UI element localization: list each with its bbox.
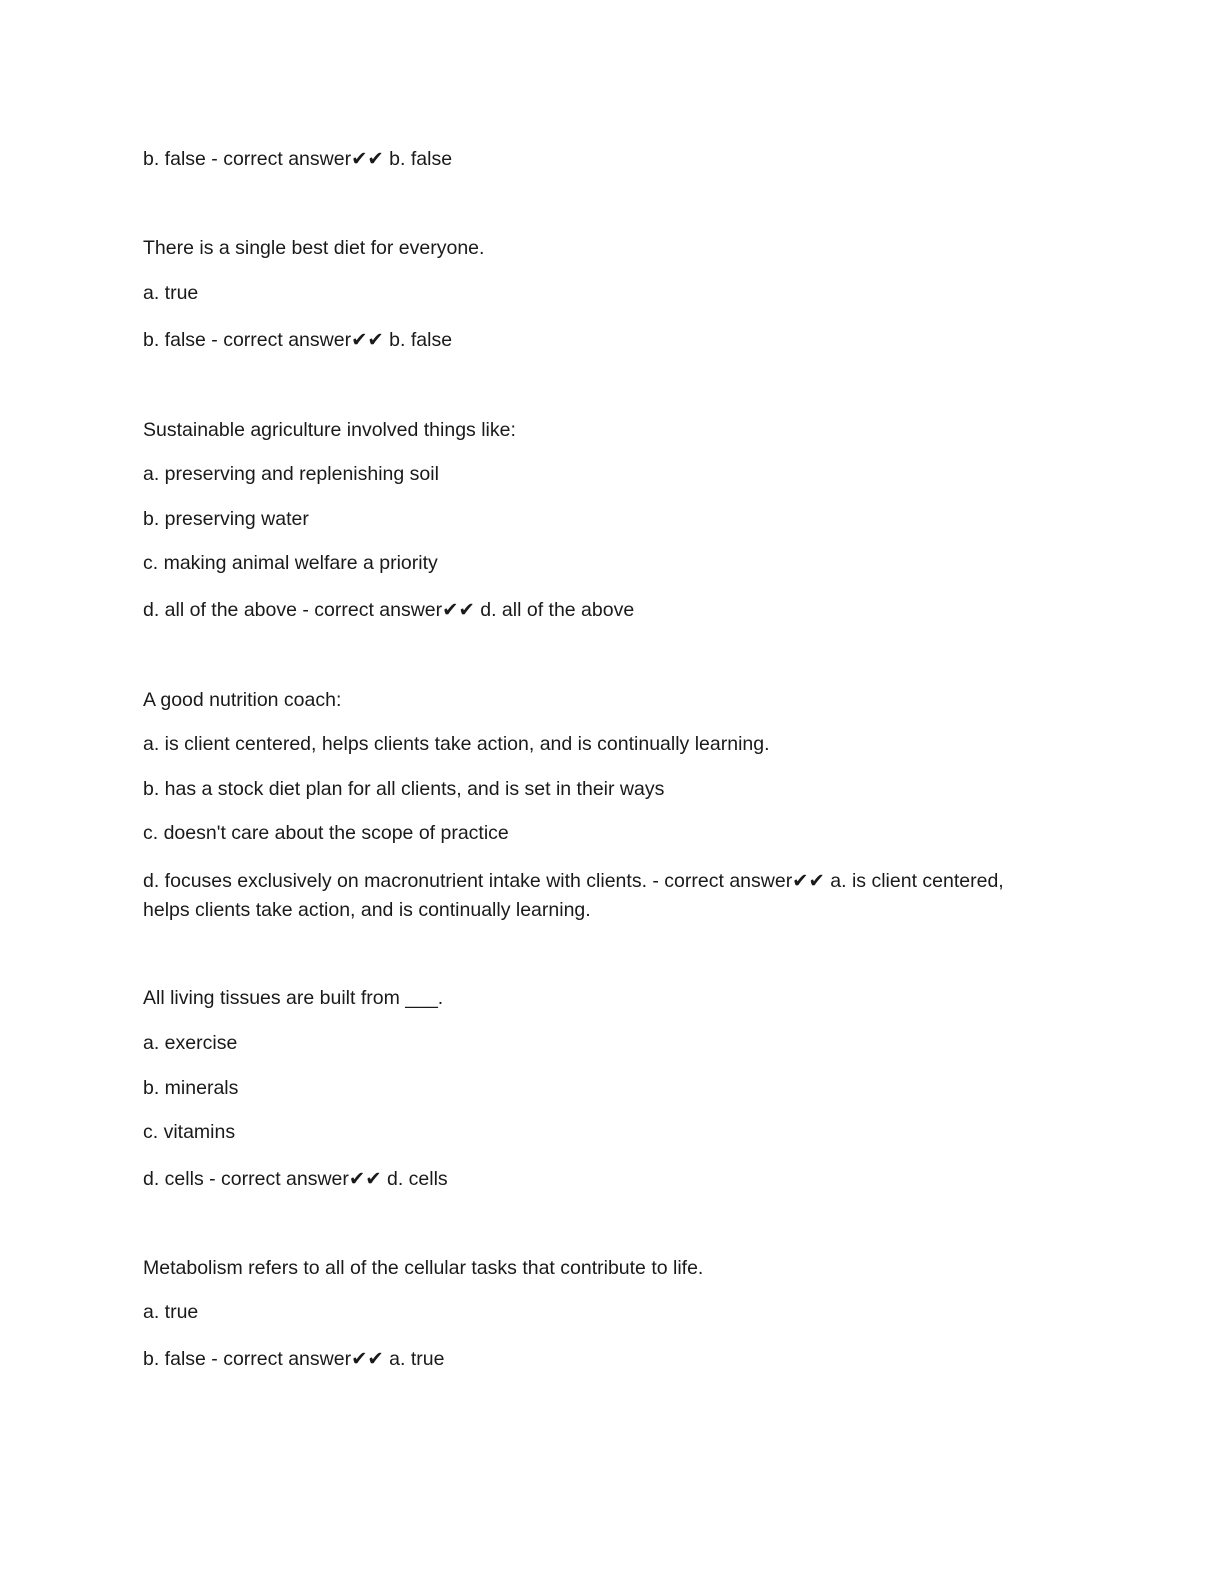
answer-line: b. false - correct answer✔✔ b. false xyxy=(143,148,453,170)
answer-line: d. all of the above - correct answer✔✔ d. all of the above xyxy=(143,599,635,621)
answer-line: d. focuses exclusively on macronutrient intake with clients. - correct answer✔✔ a. is client centered, helps clients take action, and is continually learning. xyxy=(143,870,1004,921)
answer-line: b. false - correct answer✔✔ a. true xyxy=(143,1348,445,1370)
option-a: a. preserving and replenishing soil xyxy=(143,463,439,485)
option-c: c. doesn't care about the scope of practice xyxy=(143,822,509,844)
option-b: b. minerals xyxy=(143,1077,239,1099)
question-text: There is a single best diet for everyone. xyxy=(143,237,485,259)
question-text: A good nutrition coach: xyxy=(143,689,342,711)
option-a: a. true xyxy=(143,282,199,304)
option-b: b. has a stock diet plan for all clients, and is set in their ways xyxy=(143,778,665,800)
answer-line: d. cells - correct answer✔✔ d. cells xyxy=(143,1168,448,1190)
option-a: a. is client centered, helps clients take action, and is continually learning. xyxy=(143,733,770,755)
option-c: c. vitamins xyxy=(143,1121,236,1143)
question-text: Sustainable agriculture involved things like: xyxy=(143,419,516,441)
option-a: a. true xyxy=(143,1301,199,1323)
answer-line: b. false - correct answer✔✔ b. false xyxy=(143,329,453,351)
question-text: Metabolism refers to all of the cellular tasks that contribute to life. xyxy=(143,1257,704,1279)
option-c: c. making animal welfare a priority xyxy=(143,552,438,574)
option-a: a. exercise xyxy=(143,1032,238,1054)
question-text: All living tissues are built from ___. xyxy=(143,987,444,1009)
option-b: b. preserving water xyxy=(143,508,309,530)
